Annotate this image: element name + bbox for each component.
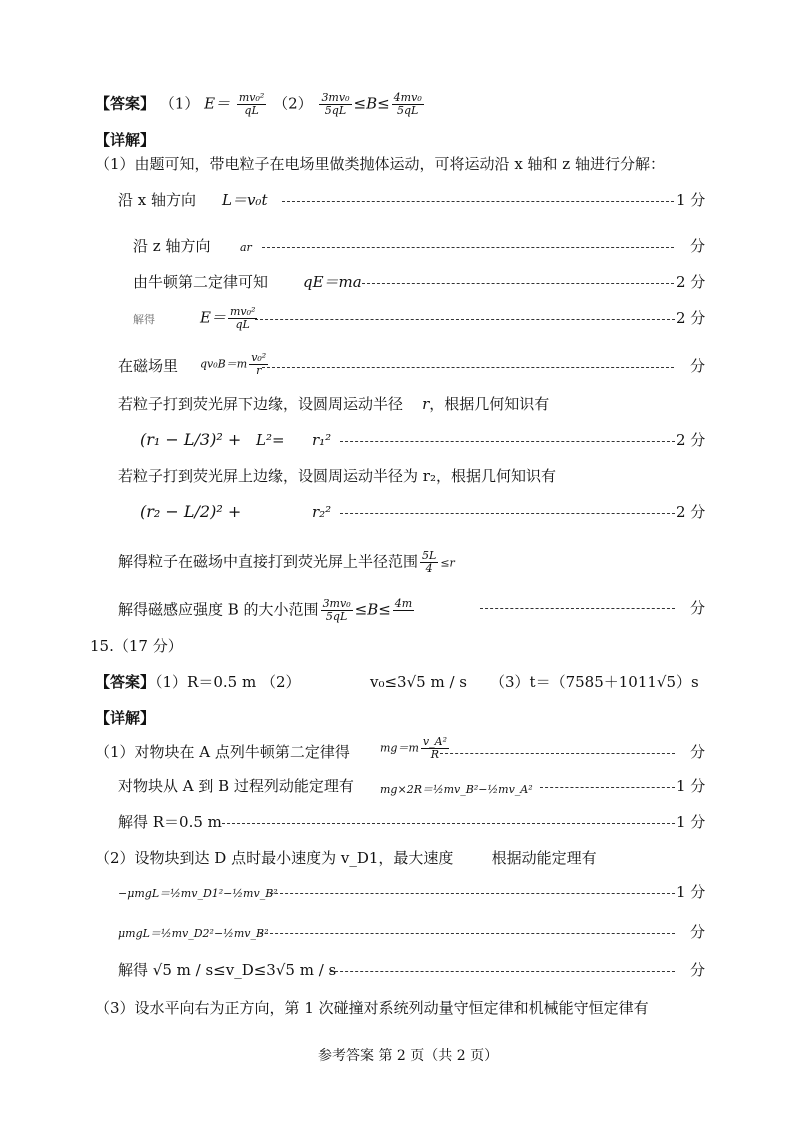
line-magnetic-eq: qv₀B＝m $\frac{\text{v₀²}}{r}$ xyxy=(200,351,267,377)
eq-upper-left: (r₂ − L/2)² + xyxy=(140,502,242,521)
step8-text: （3）设水平向右为正方向，第 1 次碰撞对系统列动量守恒定律和机械能守恒定律有 xyxy=(95,999,649,1017)
part1-expr: E＝ xyxy=(204,94,231,113)
line-b-range: 解得磁感应强度 B 的大小范围 $\frac{\text{3mv₀}}{5qL}$ ≤B≤ 4m xyxy=(118,597,413,623)
score: 分 xyxy=(690,923,706,941)
dash-line xyxy=(362,283,674,284)
dash-line xyxy=(270,893,675,894)
line-upper-edge: 若粒子打到荧光屏上边缘，设圆周运动半径为 r₂，根据几何知识有 xyxy=(118,467,556,485)
step7-text: 解得 √5 m / s≤v_D≤3√5 m / s xyxy=(118,961,337,979)
eq-lower-left: (r₁ − L/3)² + xyxy=(140,430,242,449)
part1-label: （1） xyxy=(159,94,200,113)
part1-fraction: $\frac{\text{mv₀²}}{qL}$ xyxy=(238,91,265,117)
line-lower-edge: 若粒子打到荧光屏下边缘，设圆周运动半径 r，根据几何知识有 xyxy=(118,395,550,413)
answer-line-14 xyxy=(95,92,426,117)
line-x-label: 沿 x 轴方向 xyxy=(118,191,196,209)
eq-lower-right: r₁² xyxy=(312,431,332,449)
step6-eq: μmgL＝½mv_D2²−½mv_B² xyxy=(118,927,269,940)
eq-upper-right: r₂² xyxy=(312,503,332,521)
part2-mid: ≤B≤ xyxy=(353,94,390,113)
line-radius-range: 解得粒子在磁场中直接打到荧光屏上半径范围 $\frac{5L}{4}$ ≤r xyxy=(118,549,455,575)
detail-label-14: 【详解】 xyxy=(95,131,156,149)
radius-fraction: $\frac{5L}{4}$ xyxy=(422,549,437,575)
step5-eq: −μmgL＝½mv_D1²−½mv_B² xyxy=(118,887,278,900)
dash-line xyxy=(340,513,675,514)
step1-eq: mg＝m $\frac{\text{v\_A²}}{R}$ xyxy=(380,735,447,761)
dash-line xyxy=(222,823,675,824)
score: 分 xyxy=(690,599,706,617)
step2-text: 对物块从 A 到 B 过程列动能定理有 xyxy=(118,777,354,795)
dash-line xyxy=(282,201,674,202)
footer-page-info: 参考答案 第 2 页（共 2 页） xyxy=(318,1048,499,1064)
section-15-heading: 15.（17 分） xyxy=(90,637,183,655)
step1-fraction: $\frac{\text{v\_A²}}{R}$ xyxy=(422,735,447,761)
score: 2 分 xyxy=(676,503,706,521)
dash-line xyxy=(262,367,674,368)
score: 分 xyxy=(690,961,706,979)
part2-left-fraction: $\frac{\text{3mv₀}}{5qL}$ xyxy=(321,91,350,117)
b-left-fraction: $\frac{\text{3mv₀}}{5qL}$ xyxy=(322,597,351,623)
score: 1 分 xyxy=(676,191,706,209)
dash-line xyxy=(262,247,674,248)
score: 分 xyxy=(690,357,706,375)
part2-label: （2） xyxy=(273,94,313,113)
line-x-eq: L＝v₀t xyxy=(222,191,268,209)
answer-line-15: 【答案】（1）R＝0.5 m （2） xyxy=(95,673,301,691)
dash-line xyxy=(330,971,675,972)
step1-text: （1）对物块在 A 点列牛顿第二定律得 xyxy=(95,743,350,761)
dash-line xyxy=(440,753,675,754)
answer-label: 【答案】 xyxy=(95,94,156,113)
score: 1 分 xyxy=(676,883,706,901)
line-z-label: 沿 z 轴方向 xyxy=(133,237,211,255)
line-solve-eq: E＝ $\frac{\text{mv₀²}}{qL}$ xyxy=(200,305,256,331)
line-magnetic-label: 在磁场里 xyxy=(118,357,179,375)
magnetic-fraction: $\frac{\text{v₀²}}{r}$ xyxy=(251,351,267,377)
b-right-fraction: 4m xyxy=(394,597,413,610)
line-z-eq: ar xyxy=(240,241,252,254)
line-solve-label: 解得 xyxy=(133,313,155,326)
solve-fraction: $\frac{\text{mv₀²}}{qL}$ xyxy=(229,305,256,331)
dash-line xyxy=(255,319,675,320)
line-newton-label: 由牛顿第二定律可知 xyxy=(133,273,269,291)
answer-part2: v₀≤3√5 m / s xyxy=(370,673,467,691)
score: 分 xyxy=(690,743,706,761)
step3-text: 解得 R＝0.5 m xyxy=(118,813,222,831)
score: 1 分 xyxy=(676,813,706,831)
intro-line: （1）由题可知，带电粒子在电场里做类抛体运动，可将运动沿 x 轴和 z 轴进行分解： xyxy=(95,155,665,173)
part2-right-fraction: $\frac{\text{4mv₀}}{5qL}$ xyxy=(393,91,422,117)
dash-line xyxy=(540,787,675,788)
step4-text: （2）设物块到达 D 点时最小速度为 v_D1，最大速度 根据动能定理有 xyxy=(95,849,597,867)
line-newton-eq: qE＝ma xyxy=(303,273,362,291)
score: 2 分 xyxy=(676,431,706,449)
dash-line xyxy=(260,933,675,934)
detail-label-15: 【详解】 xyxy=(95,709,156,727)
score: 分 xyxy=(690,237,706,255)
answer-part3: （3）t＝（7585＋1011√5）s xyxy=(490,673,699,691)
score: 2 分 xyxy=(676,309,706,327)
eq-lower-mid: L²= xyxy=(256,431,285,449)
step2-eq: mg×2R＝½mv_B²−½mv_A² xyxy=(380,783,533,796)
dash-line xyxy=(480,608,675,609)
score: 1 分 xyxy=(676,777,706,795)
dash-line xyxy=(340,441,675,442)
score: 2 分 xyxy=(676,273,706,291)
